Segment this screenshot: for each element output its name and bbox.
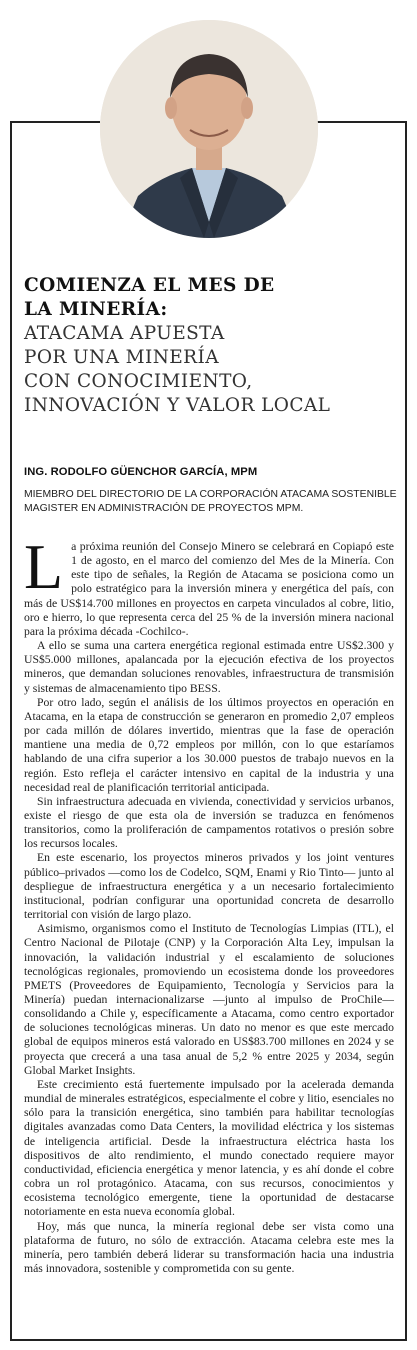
paragraph-text: a próxima reunión del Consejo Minero se celebrará en Copiapó este 1 de agosto, en el marco del comienzo del Mes de la Minería. Con este tipo de señales, la Región de Atacama se posiciona como un polo estratégico para la inversión minera y energética del país, con más de US$14.700 millones en proyectos en carpeta vinculados al cobre, litio, oro e hierro, lo que representa cerca del 25 % de la inversión minera nacional para la próxima década -Cochilco-. — [24, 540, 394, 638]
headline-line: COMIENZA EL MES DE — [24, 275, 275, 296]
author-portrait — [100, 20, 318, 238]
article-paragraph: Hoy, más que nunca, la minería regional debe ser vista como una plataforma de futuro, no sólo de extracción. Atacama celebra este mes la minería, pero también deberá liderar su transformación hacia una industria más innovadora, sostenible y comprometida con su gente. — [24, 1219, 394, 1275]
article-headline — [24, 274, 394, 418]
headline-line: INNOVACIÓN Y VALOR LOCAL — [24, 395, 331, 416]
headline-line: POR UNA MINERÍA — [24, 347, 219, 368]
article-body — [24, 531, 394, 1276]
frame-border-right — [405, 121, 407, 1340]
drop-cap: L — [24, 531, 64, 602]
article-paragraph: Este crecimiento está fuertemente impulsado por la acelerada demanda mundial de minerales estratégicos, especialmente el cobre y litio, esenciales no sólo para la transición energética, sino también para habilitar tecnologías digitales avanzadas como Data Centers, la movilidad eléctrica y los sistemas de inteligencia artificial. Desde la infraestructura eléctrica hasta los dispositivos de alto rendimiento, el mundo conectado requiere mayor conductividad, eficiencia energética y menor latencia, y es ahí donde el cobre cobra un rol protagónico. Atacama, con sus recursos, conocimientos y ecosistema tecnológico emergente, tiene la oportunidad de destacarse notoriamente en esta nueva economía global. — [24, 1077, 394, 1219]
article-paragraph: Asimismo, organismos como el Instituto de Tecnologías Limpias (ITL), el Centro Nacional de Pilotaje (CNP) y la Corporación Alta Ley, impulsan la innovación, la validación industrial y el escalamiento de soluciones tecnológicas regionales, promoviendo un ecosistema donde los proveedores PMETS (Proveedores de Equipamiento, Tecnología y Servicios para la Minería) puedan internacionalizarse —junto al impulso de ProChile— consolidando a Chile y, específicamente a Atacama, como centro exportador de soluciones tecnológicas mineras. Un dato no menor es que este mercado global de equipos mineros está valorado en US$83.700 millones en 2024 y se proyecta que crecerá a una tasa anual de 5,2 % entre 2025 y 2034, según Global Market Insights. — [24, 922, 394, 1077]
frame-border-left — [10, 121, 12, 1340]
article-paragraph: A ello se suma una cartera energética regional estimada entre US$2.300 y US$5.000 millones, apalancada por la ejecución efectiva de los proyectos mineros, que demandan soluciones renovables, infraestructura de transmisión y sistemas de almacenamiento tipo BESS. — [24, 639, 394, 695]
frame-border-bottom — [10, 1339, 407, 1341]
headline-line: LA MINERÍA: — [24, 299, 168, 320]
headline-line: CON CONOCIMIENTO, — [24, 371, 253, 392]
headline-line: ATACAMA APUESTA — [24, 323, 225, 344]
frame-border-top-right — [317, 121, 407, 123]
frame-border-top-left — [10, 121, 100, 123]
article-paragraph: En este escenario, los proyectos mineros privados y los joint ventures público–privados —como los de Codelco, SQM, Enami y Rio Tinto— junto al despliegue de infraestructura energética y a un necesario fortalecimiento institucional, podrían configurar una oportunidad concreta de desarrollo territorial con visión de largo plazo. — [24, 851, 394, 922]
article-paragraph: Por otro lado, según el análisis de los últimos proyectos en operación en Atacama, en la etapa de construcción se generaron en promedio 2,07 empleos por cada millón de dólares invertido, mientras que la fase de operación mantiene una media de 0,72 empleos por millón, con lo que estaríamos hablando de una cifra superior a los 30.000 puestos de trabajo nuevos en la región. Esto refleja el carácter intensivo en capital de la industria y una necesidad real de planificación territorial anticipada. — [24, 695, 394, 794]
article-paragraph: Sin infraestructura adecuada en vivienda, conectividad y servicios urbanos, existe el riesgo de que esta ola de inversión se traduzca en fenómenos transitorios, como la proliferación de campamentos rotativos o presión sobre los recursos locales. — [24, 794, 394, 851]
author-name: ING. RODOLFO GÜENCHOR GARCÍA, MPM — [24, 466, 258, 478]
article-paragraph — [24, 531, 394, 639]
author-role: MIEMBRO DEL DIRECTORIO DE LA CORPORACIÓN ATACAMA SOSTENIBLE MAGISTER EN ADMINISTRACIÓN DE PROYECTOS MPM. — [24, 489, 397, 514]
